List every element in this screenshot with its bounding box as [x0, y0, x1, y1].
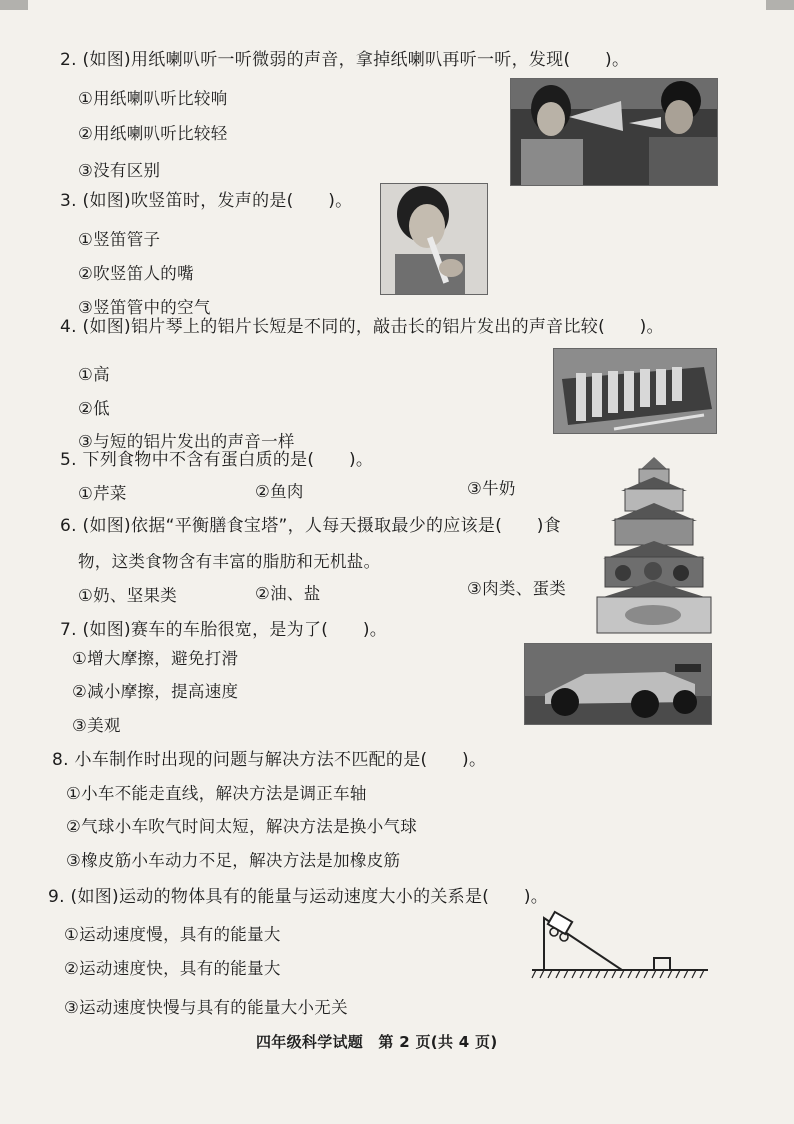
question-6-stem-line-2: 物，这类食物含有丰富的脂肪和无机盐。	[78, 552, 381, 571]
race-car-photo	[524, 643, 712, 725]
food-pyramid-image	[593, 455, 715, 635]
ramp-diagram	[530, 910, 710, 982]
scan-shadow-right	[766, 0, 794, 10]
question-2-option-3[interactable]: ③没有区别	[78, 161, 161, 180]
question-2-option-2[interactable]: ②用纸喇叭听比较轻	[78, 124, 228, 143]
question-4-option-1[interactable]: ①高	[78, 365, 110, 384]
question-7-option-3[interactable]: ③美观	[72, 716, 121, 735]
question-4-stem: 4. (如图)铝片琴上的铝片长短是不同的，敲击长的铝片发出的声音比较( )。	[60, 317, 664, 337]
question-3-stem: 3. (如图)吹竖笛时，发声的是( )。	[60, 191, 353, 211]
question-9-stem: 9. (如图)运动的物体具有的能量与运动速度大小的关系是( )。	[48, 887, 549, 907]
paper-horn-photo	[510, 78, 718, 186]
question-8-stem: 8. 小车制作时出现的问题与解决方法不匹配的是( )。	[52, 750, 487, 770]
question-7-option-1[interactable]: ①增大摩擦，避免打滑	[72, 649, 239, 668]
question-8-option-3[interactable]: ③橡皮筋小车动力不足，解决方法是加橡皮筋	[66, 851, 401, 870]
question-4-option-2[interactable]: ②低	[78, 399, 110, 418]
question-8-option-2[interactable]: ②气球小车吹气时间太短，解决方法是换小气球	[66, 817, 418, 836]
scan-shadow-left	[0, 0, 28, 10]
question-3-option-2[interactable]: ②吹竖笛人的嘴	[78, 264, 194, 283]
question-5-option-1[interactable]: ①芹菜	[78, 484, 127, 503]
question-6-stem-line-1: 6. (如图)依据“平衡膳食宝塔”，人每天摄取最少的应该是( )食	[60, 516, 561, 536]
recorder-girl-photo	[380, 183, 488, 295]
xylophone-photo	[553, 348, 717, 434]
question-2-option-1[interactable]: ①用纸喇叭听比较响	[78, 89, 228, 108]
question-5-option-2[interactable]: ②鱼肉	[255, 482, 304, 501]
question-4-option-3[interactable]: ③与短的铝片发出的声音一样	[78, 432, 295, 451]
question-9-option-1[interactable]: ①运动速度慢，具有的能量大	[64, 925, 281, 944]
question-7-option-2[interactable]: ②减小摩擦，提高速度	[72, 682, 239, 701]
question-7-stem: 7. (如图)赛车的车胎很宽，是为了( )。	[60, 620, 388, 640]
question-6-option-1[interactable]: ①奶、坚果类	[78, 586, 178, 605]
question-5-stem: 5. 下列食物中不含有蛋白质的是( )。	[60, 450, 374, 470]
question-3-option-3[interactable]: ③竖笛管中的空气	[78, 298, 211, 317]
question-9-option-3[interactable]: ③运动速度快慢与具有的能量大小无关	[64, 998, 348, 1017]
question-2-stem: 2. (如图)用纸喇叭听一听微弱的声音，拿掉纸喇叭再听一听，发现( )。	[60, 50, 630, 70]
question-6-option-2[interactable]: ②油、盐	[255, 584, 321, 603]
page-footer: 四年级科学试题 第 2 页(共 4 页)	[256, 1033, 498, 1051]
question-9-option-2[interactable]: ②运动速度快，具有的能量大	[64, 959, 281, 978]
question-5-option-3[interactable]: ③牛奶	[467, 479, 516, 498]
question-3-option-1[interactable]: ①竖笛管子	[78, 230, 161, 249]
question-6-option-3[interactable]: ③肉类、蛋类	[467, 579, 567, 598]
question-8-option-1[interactable]: ①小车不能走直线，解决方法是调正车轴	[66, 784, 367, 803]
